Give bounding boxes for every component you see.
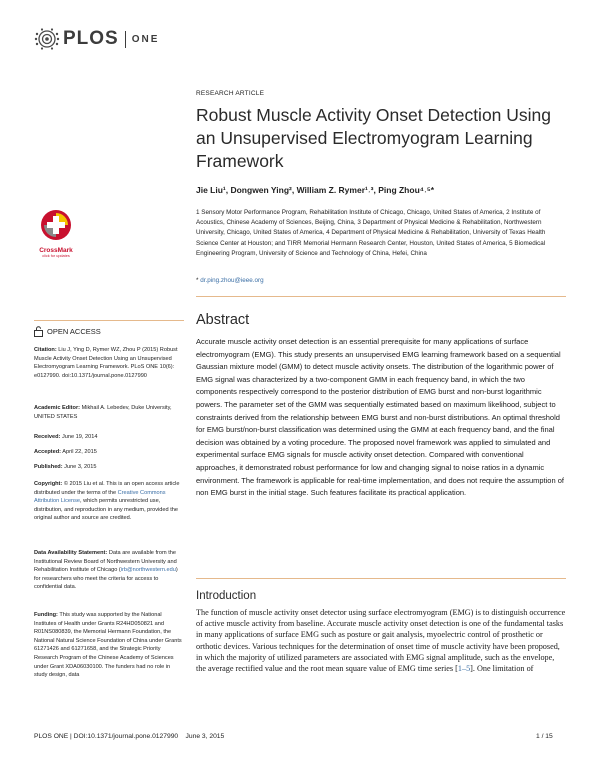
introduction-text [196,607,566,674]
introduction-body-end: ]. One limitation of [470,664,534,674]
license-link[interactable]: Creative Commons Attribution License [34,489,166,505]
data-availability-text: Data are available from the Institutional Review Board of Northwestern University and Rehabilitation Institute of Chicago ( [34,550,177,574]
copyright-text: © 2015 Liu et al. This is an open access article distributed under the terms of the [34,481,180,496]
journal-name: ONE [131,33,160,45]
published-label: Published: [34,464,63,470]
sidebar-divider [34,320,184,321]
funding-block [34,611,184,680]
data-availability-label: Data Availability Statement: [34,550,108,556]
introduction-body: The function of muscle activity onset detector using surface electromyogram (EMG) is to distinguish occurrence of active muscle activity from baseline. Accurate muscle activity onset detection is one of the fundamental tasks in many applications of surface EMG such as posture or gait analysis, myoelectric control of prosthetic or orthotic devices. Various techniques for the determination of onset time of muscle activity have been proposed, in which the majority of utilized parameters are associated with EMG signal amplitude, such as the envelope, the average rectified value and the root mean square value of EMG time series [ [196,608,566,674]
data-availability-text-end: ) for researchers who meet the criteria for access to confidential data. [34,567,178,591]
accepted-label: Accepted: [34,449,62,455]
article-type: RESEARCH ARTICLE [196,90,265,97]
received-label: Received: [34,434,61,440]
affiliations: 1 Sensory Motor Performance Program, Rehabilitation Institute of Chicago, Chicago, United States of America, 2 Institute of Acoustics, Chinese Academy of Sciences, Beijing, China, 3 Department of Physical Medicine & Rehabilitation, Northwestern University, Chicago, United States of America, 4 Department of Physical Medicine & Rehabilitation, University of Texas Health Science Center at Houston; and TIRR Memorial Hermann Research Center, Houston, United States of America, 5 Biomedical Engineering Program, University of Science and Technology of China, Hefei, China [196,209,546,257]
open-access-label: OPEN ACCESS [47,327,101,336]
citation-label: Citation: [34,347,57,353]
accepted-date: April 22, 2015 [62,449,97,455]
page-number: 1 / 15 [536,733,553,740]
email-link[interactable]: dr.ping.zhou@ieee.org [200,277,264,284]
abstract-text: Accurate muscle activity onset detection is an essential prerequisite for many applications of surface electromyogram (EMG). This study presents an unsupervised EMG learning framework based on a sequential Gaussian mixture model (GMM) to detect muscle activity onsets. The distribution of the logarithmic power of EMG signal was characterized by a two-component GMM in each frequency band, in which the two components respectively correspond to the posterior distribution of EMG burst and non-burst logarithmic powers. The parameter set of the GMM was sequentially estimated based on maximum likelihood, subject to constraints derived from the relationship between EMG burst and non-burst distributions. An optimal threshold for EMG burst/non-burst classification was determined using the GMM at each frequency band, and the final decision was obtained by a voting procedure. The proposed novel framework was applied to simulated and experimental surface EMG signals for muscle activity onset detection. Compared with conventional approaches, it demonstrated robust performance for low and changing signal to noise ratios in a dynamic environment. The framework is applicable for real-time implementation, and does not require the assumption of non EMG burst in the initial stage. Such features facilitate its practical application. [196,337,564,498]
received-block [34,433,184,442]
data-availability-block [34,549,184,592]
unlocked-padlock-icon [34,326,43,337]
irb-email-link[interactable]: irb@northwestern.edu [120,567,176,574]
received-date: June 19, 2014 [62,434,98,440]
published-block [34,463,184,472]
open-access-badge [34,326,101,337]
copyright-text-end: , which permits unrestricted use, distribution, and reproduction in any medium, provided the original author and source are credited. [34,498,178,522]
accepted-block [34,448,184,457]
author-list: Jie Liu¹, Dongwen Ying², William Z. Rymer¹˒³, Ping Zhou⁴˒⁵* [196,185,435,195]
funding-label: Funding: [34,612,58,618]
introduction-heading: Introduction [196,590,257,602]
editor-block [34,404,184,421]
crossmark-badge[interactable] [36,208,76,258]
citation-block [34,346,184,380]
article-title: Robust Muscle Activity Onset Detection Using an Unsupervised Electromyogram Learning Framework [196,105,552,171]
corresponding-email[interactable] [196,277,264,284]
crossmark-label: CrossMark [39,247,73,254]
published-date: June 3, 2015 [64,464,97,470]
editor-text: Mikhail A. Lebedev, Duke University, UNITED STATES [34,405,172,420]
crossmark-sublabel: click for updates [42,254,70,258]
corresponding-star: * [196,277,201,284]
editor-label: Academic Editor: [34,405,81,411]
journal-logo[interactable] [34,28,159,50]
funding-text: This study was supported by the National Institutes of Health under Grants R24HD050821 and R01NS080839, the Memorial Hermann Foundation, the National Natural Science Foundation of China under Grants 61271426 and 61271658, and the Strategic Priority Research Program of the Chinese Academy of Sciences under Grant XDA06030100. The funders had no role in study design, data [34,612,182,679]
crossmark-icon [36,208,76,242]
section-divider [196,296,566,297]
abstract-heading: Abstract [196,312,250,328]
logo-wordmark: PLOS [63,28,119,49]
copyright-label: Copyright: [34,481,63,487]
citation-link[interactable]: 1–5 [457,664,471,674]
logo-divider [125,31,126,48]
copyright-block [34,480,184,523]
page-footer: PLOS ONE | DOI:10.1371/journal.pone.0127990 June 3, 2015 [34,733,225,740]
section-divider [196,578,566,579]
plos-logo-icon [34,28,60,50]
citation-text: Liu J, Ying D, Rymer WZ, Zhou P (2015) Robust Muscle Activity Onset Detection Using an Unsupervised Electromyogram Learning Framework. PLoS ONE 10(6): e0127990. doi:10.1371/journal.pone.0127990 [34,347,178,379]
